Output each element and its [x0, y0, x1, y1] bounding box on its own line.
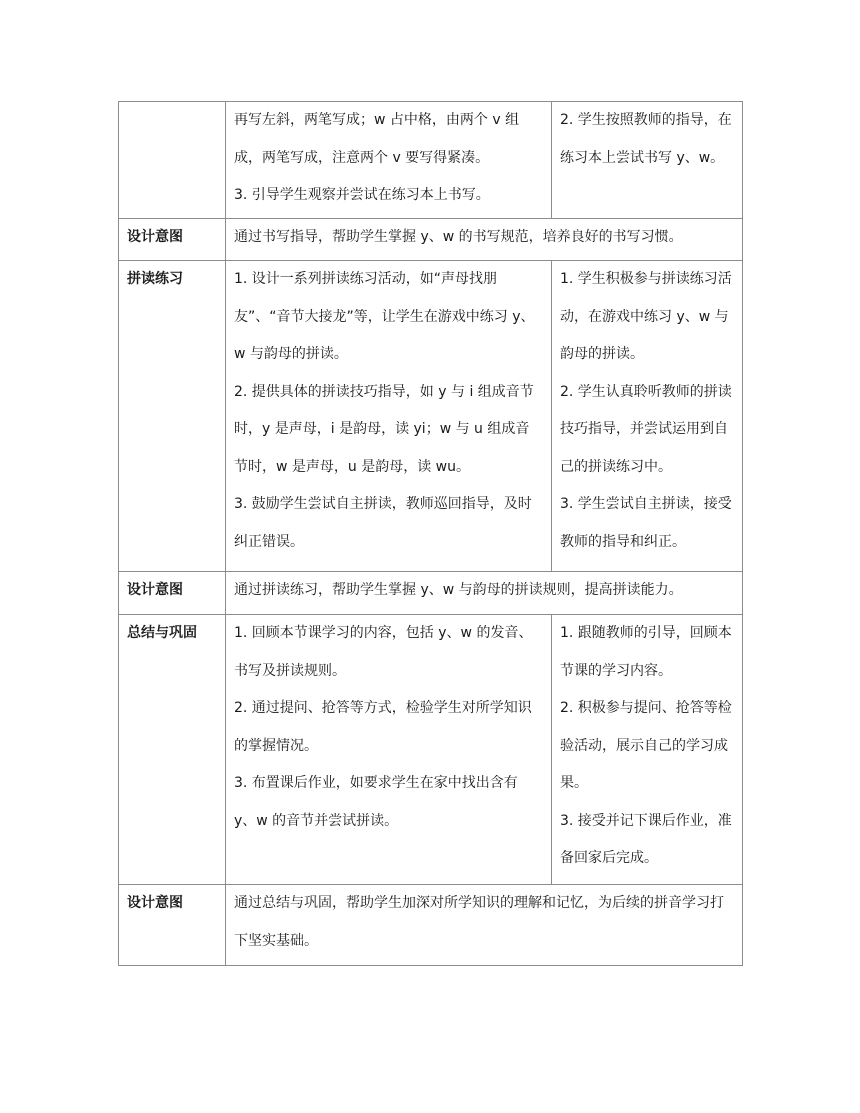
- table-row-design-intent: [119, 885, 743, 966]
- stage-label-cell: 设计意图: [119, 572, 226, 615]
- teacher-activity-cell: [226, 261, 552, 572]
- teacher-activity-item: 1. 回顾本节课学习的内容，包括 y、w 的发音、书写及拼读规则。: [234, 625, 533, 679]
- stage-label-cell: 设计意图: [119, 219, 226, 261]
- student-activity-item: 3. 学生尝试自主拼读，接受教师的指导和纠正。: [560, 496, 732, 550]
- teacher-activity-item: 3. 布置课后作业，如要求学生在家中找出含有 y、w 的音节并尝试拼读。: [234, 775, 518, 829]
- student-activity-item: 2. 学生按照教师的指导，在练习本上尝试书写 y、w。: [560, 112, 732, 166]
- student-activity-cell: [552, 615, 743, 885]
- stage-label-cell: 设计意图: [119, 885, 226, 966]
- student-activity-cell: [552, 102, 743, 219]
- table-row-spelling-practice: [119, 261, 743, 572]
- student-activity-item: 2. 积极参与提问、抢答等检验活动，展示自己的学习成果。: [560, 700, 732, 791]
- table-row-design-intent: [119, 219, 743, 261]
- lesson-plan-table: [118, 101, 743, 966]
- teacher-activity-item: 1. 设计一系列拼读练习活动，如“声母找朋友”、“音节大接龙”等，让学生在游戏中练习 y、w 与韵母的拼读。: [234, 271, 535, 362]
- stage-label-cell: 总结与巩固: [119, 615, 226, 885]
- design-intent-cell: 通过总结与巩固，帮助学生加深对所学知识的理解和记忆，为后续的拼音学习打下坚实基础。: [226, 885, 743, 966]
- teacher-activity-item: 3. 引导学生观察并尝试在练习本上书写。: [234, 187, 490, 203]
- stage-label-cell: 拼读练习: [119, 261, 226, 572]
- design-intent-cell: 通过书写指导，帮助学生掌握 y、w 的书写规范，培养良好的书写习惯。: [226, 219, 743, 261]
- teacher-activity-item: 2. 提供具体的拼读技巧指导，如 y 与 i 组成音节时，y 是声母，i 是韵母，读 yi；w 与 u 组成音节时，w 是声母，u 是韵母，读 wu。: [234, 383, 534, 475]
- design-intent-cell: 通过拼读练习，帮助学生掌握 y、w 与韵母的拼读规则，提高拼读能力。: [226, 572, 743, 615]
- student-activity-item: 2. 学生认真聆听教师的拼读技巧指导，并尝试运用到自己的拼读练习中。: [560, 383, 732, 475]
- teacher-activity-item: 再写左斜，两笔写成；w 占中格，由两个 v 组成，两笔写成，注意两个 v 要写得紧凑。: [234, 112, 520, 166]
- teacher-activity-item: 3. 鼓励学生尝试自主拼读，教师巡回指导，及时纠正错误。: [234, 496, 532, 550]
- teacher-activity-item: 2. 通过提问、抢答等方式，检验学生对所学知识的掌握情况。: [234, 700, 532, 754]
- table-row-writing-continued: [119, 102, 743, 219]
- student-activity-cell: [552, 261, 743, 572]
- student-activity-item: 3. 接受并记下课后作业，准备回家后完成。: [560, 812, 732, 866]
- teacher-activity-cell: [226, 102, 552, 219]
- table-row-summary: [119, 615, 743, 885]
- student-activity-item: 1. 学生积极参与拼读练习活动，在游戏中练习 y、w 与韵母的拼读。: [560, 271, 732, 362]
- student-activity-item: 1. 跟随教师的引导，回顾本节课的学习内容。: [560, 625, 732, 679]
- teacher-activity-cell: [226, 615, 552, 885]
- stage-label-cell: [119, 102, 226, 219]
- table-row-design-intent: [119, 572, 743, 615]
